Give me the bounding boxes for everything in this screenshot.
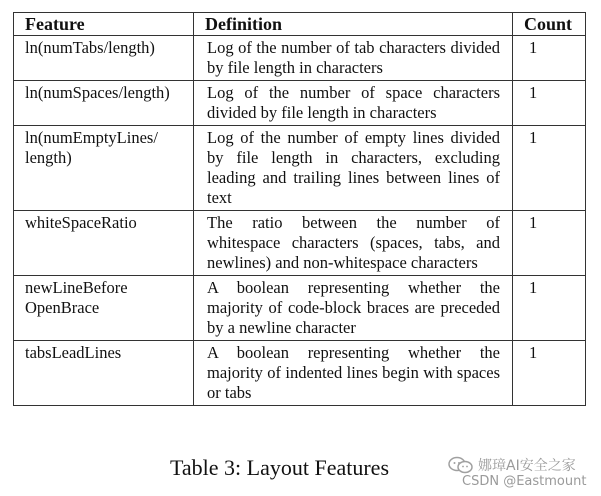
table-row: [14, 81, 586, 126]
feature-cell: ln(numTabs/length): [14, 36, 194, 81]
count-cell: 1: [513, 341, 586, 406]
watermark-csdn: CSDN @Eastmount: [462, 474, 587, 489]
count-cell: 1: [513, 36, 586, 81]
table-row: [14, 126, 586, 211]
count-cell: 1: [513, 81, 586, 126]
table-header-row: [14, 13, 586, 36]
table-row: [14, 211, 586, 276]
table-caption: Table 3: Layout Features: [170, 455, 390, 480]
definition-cell: The ratio between the number of whitespace characters (spaces, tabs, and newlines) and non-whitespace characters: [194, 211, 513, 276]
header-definition: Definition: [194, 13, 513, 36]
feature-cell: ln(numSpaces/length): [14, 81, 194, 126]
header-count: Count: [513, 13, 586, 36]
watermark-brand: [448, 455, 576, 475]
header-feature: Feature: [14, 13, 194, 36]
definition-cell: A boolean representing whether the majority of code-block braces are preceded by a newline character: [194, 276, 513, 341]
feature-cell: whiteSpaceRatio: [14, 211, 194, 276]
table-row: [14, 341, 586, 406]
definition-cell: A boolean representing whether the majority of indented lines begin with spaces or tabs: [194, 341, 513, 406]
definition-cell: Log of the number of space characters divided by file length in characters: [194, 81, 513, 126]
feature-cell: newLineBefore OpenBrace: [14, 276, 194, 341]
count-cell: 1: [513, 126, 586, 211]
wechat-icon: [448, 456, 474, 474]
feature-cell: ln(numEmptyLines/ length): [14, 126, 194, 211]
feature-cell: tabsLeadLines: [14, 341, 194, 406]
table-row: [14, 36, 586, 81]
count-cell: 1: [513, 211, 586, 276]
watermark-brand-text: 娜璋AI安全之家: [478, 458, 576, 474]
count-cell: 1: [513, 276, 586, 341]
table-row: [14, 276, 586, 341]
definition-cell: Log of the number of tab characters divided by file length in characters: [194, 36, 513, 81]
definition-cell: Log of the number of empty lines divided by file length in characters, excluding leading and trailing lines between lines of text: [194, 126, 513, 211]
layout-features-table: [13, 12, 586, 406]
